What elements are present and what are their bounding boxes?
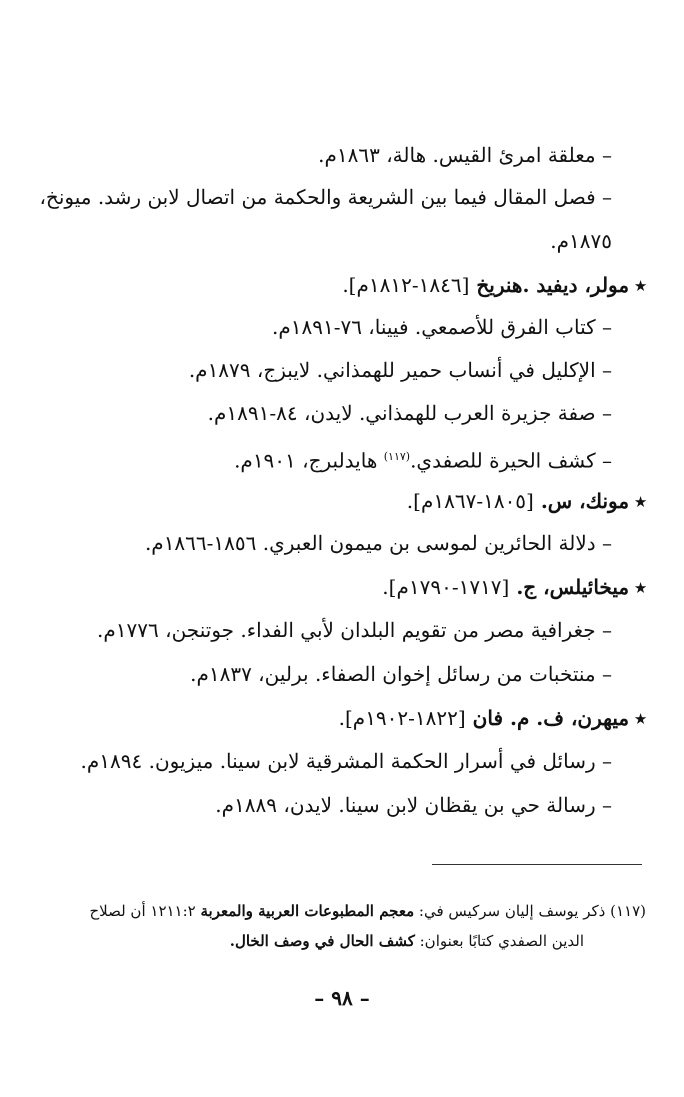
entry-imprint: هايدلبرج، ١٩٠١م.: [234, 448, 378, 473]
entry-line: – كتاب الفرق للأصمعي. فيينا، ٧٦-١٨٩١م.: [271, 315, 612, 339]
author-heading: [407, 486, 646, 516]
author-dates: [١٨٤٦-١٨١٢م].: [342, 273, 470, 297]
entry-line: – رسائل في أسرار الحكمة المشرقية لابن سينا. ميزيون. ١٨٩٤م.: [80, 749, 612, 773]
author-dates: [١٨٠٥-١٨٦٧م].: [406, 489, 534, 513]
footnote-book-title: معجم المطبوعات العربية والمعربة: [200, 902, 415, 920]
entry-line: – الإكليل في أنساب حمير للهمذاني. لايبزج، ١٨٧٩م.: [188, 358, 612, 382]
author-dates: [١٨٢٢-١٩٠٢م].: [338, 706, 466, 730]
entry-line: – منتخبات من رسائل إخوان الصفاء. برلين، ١٨٣٧م.: [190, 662, 612, 686]
entry-line: – معلقة امرئ القيس. هالة، ١٨٦٣م.: [318, 143, 612, 167]
footnote-text: الدين الصفدي كتابًا بعنوان:: [419, 932, 584, 950]
entry-line: – صفة جزيرة العرب للهمذاني. لايدن، ٨٤-١٨٩١م.: [207, 401, 612, 425]
author-heading: [342, 270, 646, 300]
entry-line: – جغرافية مصر من تقويم البلدان لأبي الفداء. جوتنجن، ١٧٧٦م.: [97, 618, 612, 642]
author-heading: [339, 703, 646, 733]
entry-title: – كشف الحيرة للصفدي.: [410, 448, 612, 473]
footnote-divider: [432, 864, 642, 865]
star-icon: ٭: [635, 489, 646, 513]
footnote-book-title: كشف الحال في وصف الخال.: [229, 932, 415, 950]
footnote-ref: (١١٧): [383, 450, 411, 463]
author-heading: [382, 572, 646, 602]
star-icon: ٭: [635, 273, 646, 297]
footnote-text: ١٢١١:٢ أن لصلاح: [89, 902, 196, 920]
entry-line-continued: ١٨٧٥م.: [550, 229, 612, 253]
author-dates: [١٧١٧-١٧٩٠م].: [382, 575, 510, 599]
entry-line: – رسالة حي بن يقظان لابن سينا. لايدن، ١٨٨٩م.: [215, 793, 612, 817]
author-name: مولر، ديفيد .هنريخ: [476, 273, 630, 297]
author-name: ميخائيلس، ج.: [516, 575, 630, 599]
star-icon: ٭: [635, 706, 646, 730]
author-name: ميهرن، ف. م. فان: [472, 706, 630, 730]
footnote-number: (١١٧): [610, 902, 646, 920]
footnote-line: [89, 898, 646, 924]
star-icon: ٭: [635, 575, 646, 599]
entry-line: – دلالة الحائرين لموسى بن ميمون العبري. ١٨٥٦-١٨٦٦م.: [144, 531, 612, 555]
page-number: – ٩٨ –: [314, 986, 370, 1010]
footnote-line: [230, 928, 584, 954]
footnote-text: ذكر يوسف إليان سركيس في:: [418, 902, 606, 920]
author-name: مونك، س.: [540, 489, 630, 513]
entry-line: [234, 442, 612, 476]
entry-line: – فصل المقال فيما بين الشريعة والحكمة من اتصال لابن رشد. ميونخ،: [39, 185, 612, 209]
